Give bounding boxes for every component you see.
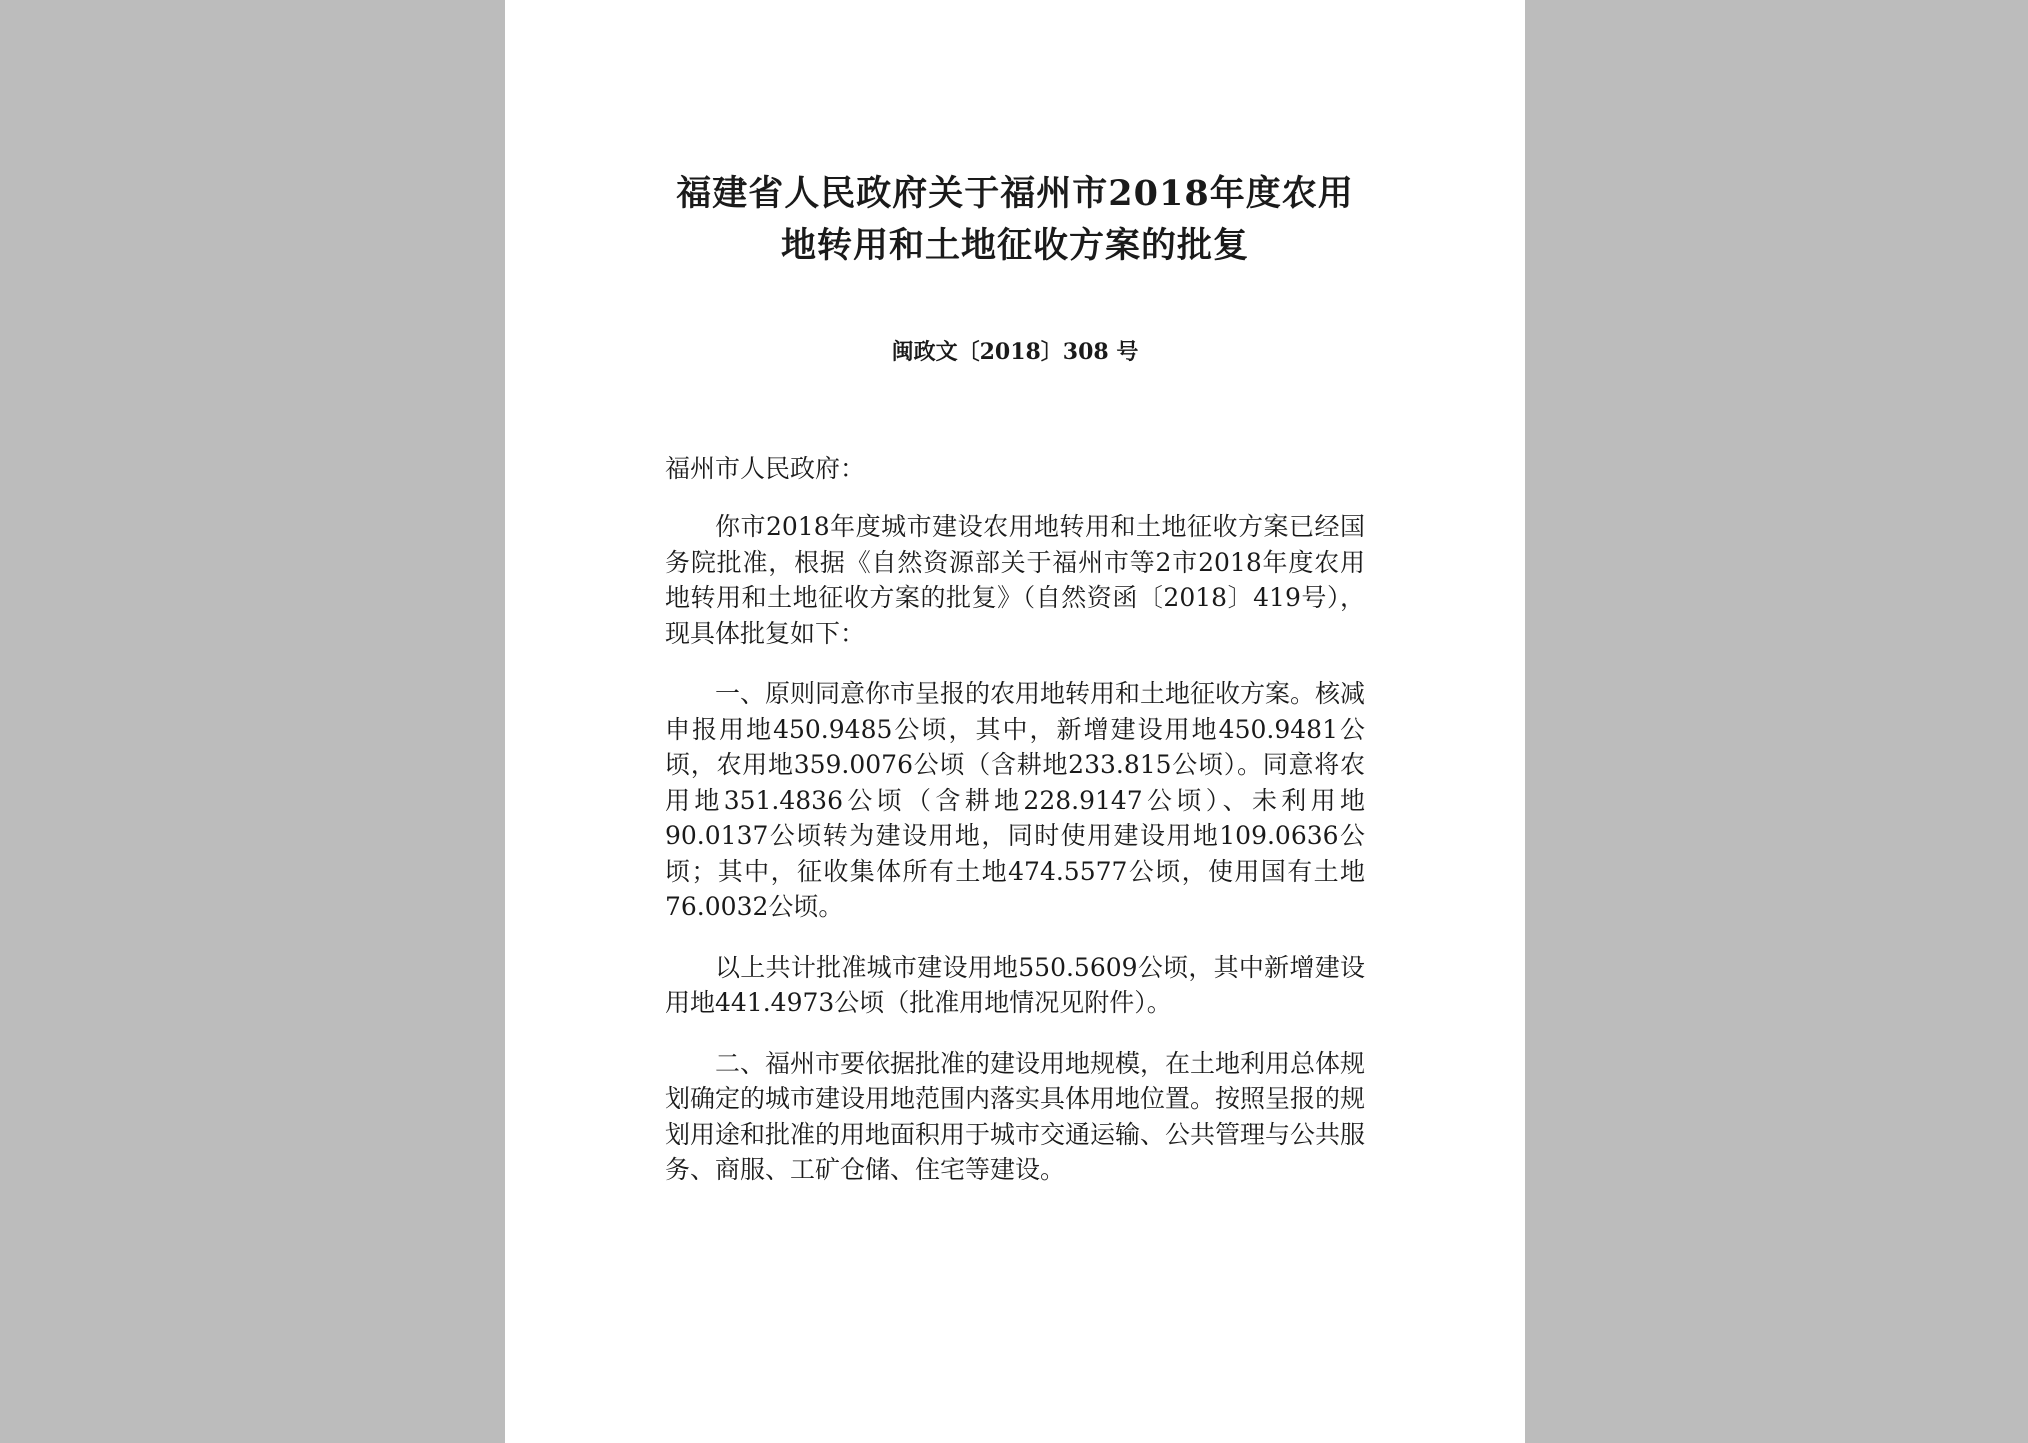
title-line-2: 地转用和土地征收方案的批复 <box>780 225 1249 266</box>
title-line-1: 福建省人民政府关于福州市2018年度农用 <box>676 173 1354 214</box>
document-page <box>505 0 1525 1443</box>
paragraph-item-1: 一、原则同意你市呈报的农用地转用和土地征收方案。核减申报用地450.9485公顷，其中，新增建设用地450.9481公顷，农用地359.0076公顷（含耕地233.815公顷）。同意将农用地351.4836公顷（含耕地228.9147公顷）、未利用地90.0137公顷转为建设用地，同时使用建设用地109.0636公顷；其中，征收集体所有土地474.5577公顷，使用国有土地76.0032公顷。 <box>665 679 1366 921</box>
document-content <box>665 168 1365 1213</box>
paragraph-intro: 你市2018年度城市建设农用地转用和土地征收方案已经国务院批准，根据《自然资源部关于福州市等2市2018年度农用地转用和土地征收方案的批复》（自然资函〔2018〕419号），现具体批复如下： <box>665 512 1365 648</box>
paragraph-item-2: 二、福州市要依据批准的建设用地规模，在土地利用总体规划确定的城市建设用地范围内落实具体用地位置。按照呈报的规划用途和批准的用地面积用于城市交通运输、公共管理与公共服务、商服、工矿仓储、住宅等建设。 <box>665 1048 1366 1184</box>
salutation: 福州市人民政府： <box>665 454 866 483</box>
document-title <box>665 168 1365 272</box>
document-number: 闽政文〔2018〕308 号 <box>891 339 1139 365</box>
paragraph-summary: 以上共计批准城市建设用地550.5609公顷，其中新增建设用地441.4973公顷（批准用地情况见附件）。 <box>665 952 1365 1017</box>
